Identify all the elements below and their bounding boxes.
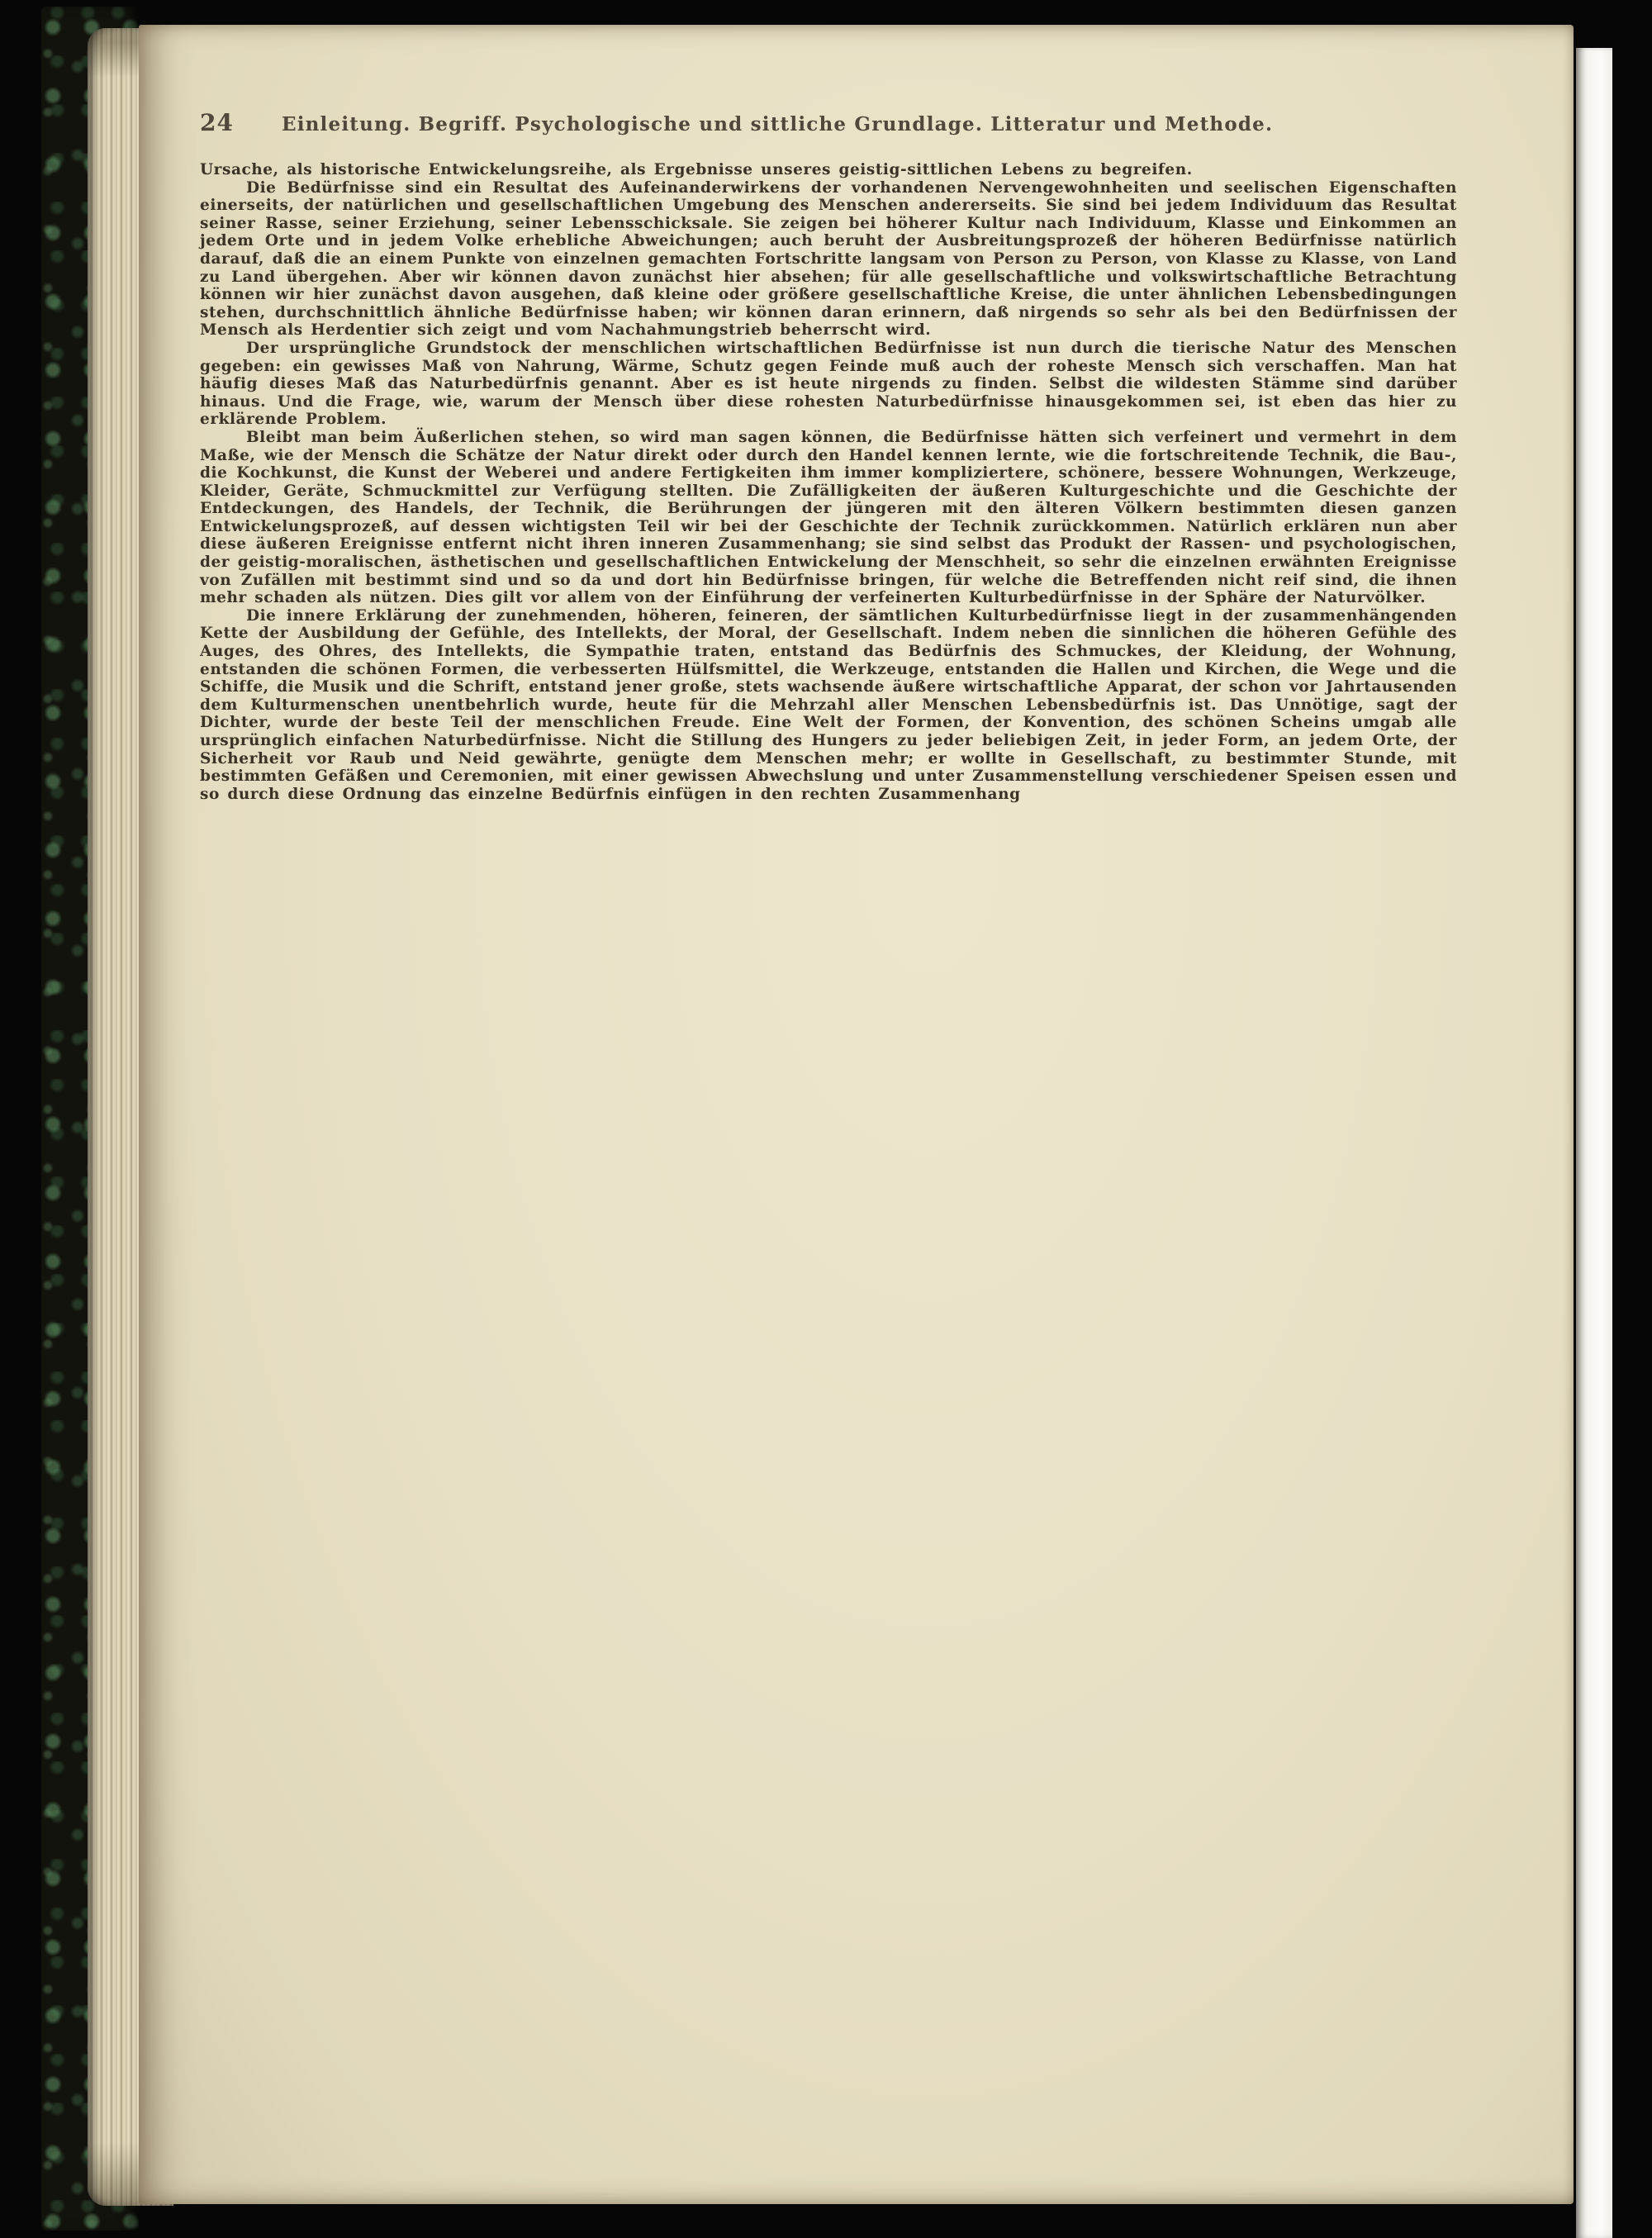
running-header-text: Einleitung. Begriff. Psychologische und sittliche Grundlage. Litteratur und Methode. [281,113,1274,135]
book-page [139,25,1574,2204]
body-text [200,161,1457,803]
body-paragraph: Ursache, als historische Entwickelungsreihe, als Ergebnisse unseres geistig-sittlichen Lebens zu begreifen. [200,161,1193,178]
body-paragraph: Der ursprüngliche Grundstock der menschlichen wirtschaftlichen Bedürfnisse ist nun durch die tierische Natur des Menschen gegeben: ein gewisses Maß von Nahrung, Wärme, Schutz gegen Feinde muß auch der roheste Mensch sich verschaffen. Man hat häufig dieses Maß das Naturbedürfnis genannt. Aber es ist heute nirgends zu finden. Selbst die wildesten Stämme sind darüber hinaus. Und die Frage, wie, warum der Mensch über diese rohesten Naturbedürfnisse hinausgekommen sei, ist eben das hier zu erklärende Problem. [200,339,1457,429]
body-paragraph: Die innere Erklärung der zunehmenden, höheren, feineren, der sämtlichen Kulturbedürfnisse liegt in der zusammenhängenden Kette der Ausbildung der Gefühle, des Intellekts, der Moral, der Gesellschaft. Indem neben die sinnlichen die höheren Gefühle des Auges, des Ohres, des Intellekts, die Sympathie traten, entstand das Bedürfnis des Schmuckes, der Kleidung, der Wohnung, entstanden die schönen Formen, die verbesserten Hülfsmittel, die Werkzeuge, entstanden die Hallen und Kirchen, die Wege und die Schiffe, die Musik und die Schrift, entstand jener große, stets wachsende äußere wirtschaftliche Apparat, der schon vor Jahrtausenden dem Kulturmenschen unentbehrlich wurde, heute für die Mehrzahl aller Menschen Lebensbedürfnis ist. Das Unnötige, sagt der Dichter, wurde der beste Teil der menschlichen Freude. Eine Welt der Formen, der Konvention, des schönen Scheins umgab alle ursprünglich einfachen Naturbedürfnisse. Nicht die Stillung des Hungers zu jeder beliebigen Zeit, in jeder Form, an jedem Orte, der Sicherheit vor Raub und Neid gewährte, genügte dem Menschen mehr; er wollte in Gesellschaft, zu bestimmter Stunde, mit bestimmten Gefäßen und Ceremonien, mit einer gewissen Abwechslung und unter Zusammenstellung verschiedener Speisen essen und so durch diese Ordnung das einzelne Bedürfnis einfügen in den rechten Zusammenhang [200,606,1457,803]
running-header-row [200,109,1457,136]
page-number: 24 [200,109,234,136]
page-content [200,109,1457,803]
body-paragraph: Die Bedürfnisse sind ein Resultat des Aufeinanderwirkens der vorhandenen Nervengewohnheiten und seelischen Eigenschaften einerseits, der natürlichen und gesellschaftlichen Umgebung des Menschen andererseits. Sie sind bei jedem Individuum das Resultat seiner Rasse, seiner Erziehung, seiner Lebensschicksale. Sie zeigen bei höherer Kultur nach Individuum, Klasse und Einkommen an jedem Orte und in jedem Volke erhebliche Abweichungen; auch beruht der Ausbreitungsprozeß der höheren Bedürfnisse natürlich darauf, daß die an einem Punkte von einzelnen gemachten Fortschritte langsam von Person zu Person, von Klasse zu Klasse, von Land zu Land übergehen. Aber wir können davon zunächst hier absehen; für alle gesellschaftliche und volkswirtschaftliche Betrachtung können wir hier zunächst davon ausgehen, daß kleine oder größere gesellschaftliche Kreise, die unter ähnlichen Lebensbedingungen stehen, durchschnittlich ähnliche Bedürfnisse haben; wir können daran erinnern, daß nirgends so sehr als bei den Bedürfnissen der Mensch als Herdentier sich zeigt und vom Nachahmungstrieb beherrscht wird. [200,178,1457,340]
facing-page-edge [1576,48,1612,2238]
body-paragraph: Bleibt man beim Äußerlichen stehen, so wird man sagen können, die Bedürfnisse hätten sich verfeinert und vermehrt in dem Maße, wie der Mensch die Schätze der Natur direkt oder durch den Handel kennen lernte, wie die fortschreitende Technik, die Bau-, die Kochkunst, die Kunst der Weberei und andere Fertigkeiten ihm immer kompliziertere, schönere, bessere Wohnungen, Werkzeuge, Kleider, Geräte, Schmuckmittel zur Verfügung stellten. Die Zufälligkeiten der äußeren Kulturgeschichte und die Geschichte der Entdeckungen, des Handels, der Technik, die Berührungen der jüngeren mit den älteren Völkern bestimmten diesen ganzen Entwickelungsprozeß, auf dessen wichtigsten Teil wir bei der Geschichte der Technik zurückkommen. Natürlich erklären nun aber diese äußeren Ereignisse entfernt nicht ihren inneren Zusammenhang; sie sind selbst das Produkt der Rassen- und psychologischen, der geistig-moralischen, ästhetischen und gesellschaftlichen Entwickelung der Menschheit, so sehr die einzelnen erwähnten Ereignisse von Zufällen mit bestimmt sind und so da und dort hin Bedürfnisse bringen, für welche die Betreffenden nicht reif sind, die ihnen mehr schaden als nützen. Dies gilt vor allem von der Einführung der verfeinerten Kulturbedürfnisse in der Sphäre der Naturvölker. [200,428,1457,607]
